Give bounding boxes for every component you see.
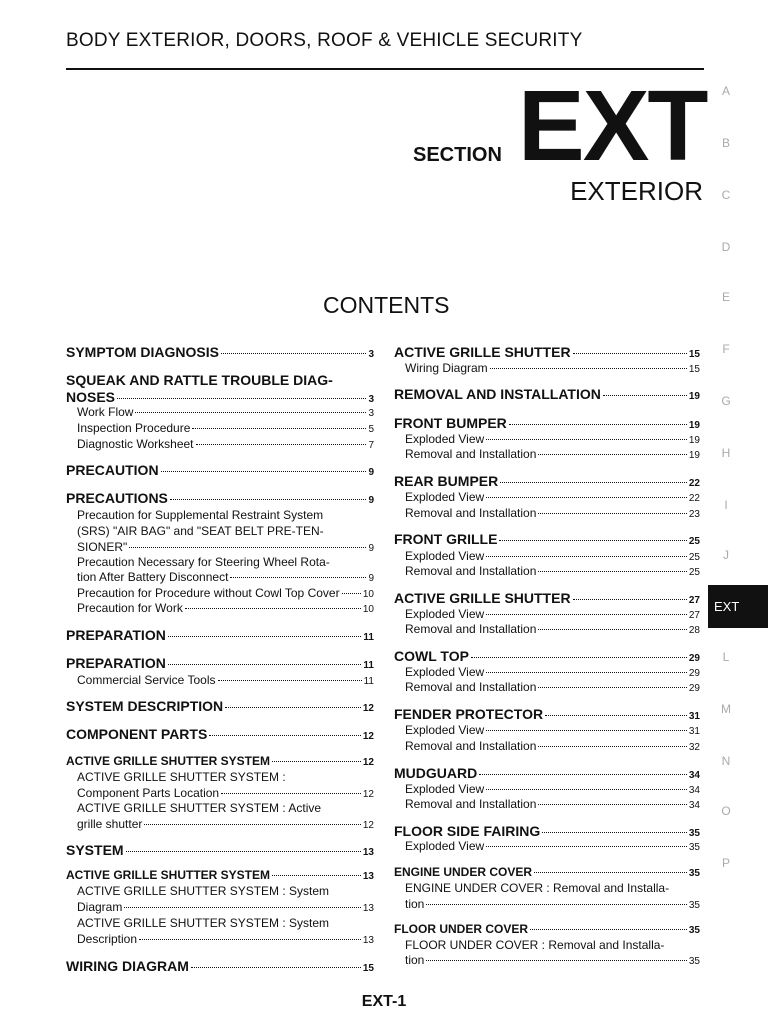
toc-page-number: 11 <box>363 660 374 671</box>
dot-leader <box>124 907 361 908</box>
toc-entry-title: PRECAUTIONS <box>66 490 168 506</box>
toc-page-number: 9 <box>368 543 374 554</box>
toc-entry-line[interactable]: Precaution Necessary for Steering Wheel Rota- <box>77 555 330 569</box>
toc-page-number: 19 <box>688 435 700 446</box>
toc-entry-title: Exploded View <box>405 665 485 679</box>
toc-page-number: 29 <box>688 653 700 664</box>
dot-leader <box>486 789 687 790</box>
dot-leader <box>129 547 366 548</box>
dot-leader <box>426 960 687 961</box>
side-index-letter[interactable]: P <box>721 856 730 870</box>
dot-leader <box>342 593 361 594</box>
toc-entry[interactable] <box>77 932 374 946</box>
side-index-letter[interactable]: O <box>721 804 731 818</box>
toc-entry-title: Wiring Diagram <box>405 361 488 375</box>
toc-entry-title: Commercial Service Tools <box>77 673 216 687</box>
toc-entry[interactable] <box>77 673 374 687</box>
toc-entry[interactable] <box>405 506 700 520</box>
toc-entry-title: Precaution for Work <box>77 601 183 615</box>
toc-entry[interactable] <box>405 564 700 578</box>
toc-entry-title: SYMPTOM DIAGNOSIS <box>66 344 219 360</box>
toc-entry-title: Exploded View <box>405 607 485 621</box>
toc-entry-title: Exploded View <box>405 549 485 563</box>
toc-page-number: 15 <box>362 963 374 974</box>
dot-leader <box>218 680 362 681</box>
side-index-letter[interactable]: N <box>721 754 731 768</box>
dot-leader <box>486 556 687 557</box>
toc-entry[interactable] <box>405 361 700 375</box>
dot-leader <box>486 672 687 673</box>
toc-entry[interactable] <box>66 842 374 858</box>
toc-entry-title: PREPARATION <box>66 627 166 643</box>
toc-page-number: 23 <box>688 509 700 520</box>
toc-page-number: 29 <box>688 683 700 694</box>
toc-entry[interactable] <box>77 437 374 451</box>
toc-entry[interactable] <box>77 601 374 615</box>
toc-entry[interactable] <box>405 953 700 967</box>
side-index-letter[interactable]: C <box>721 188 731 202</box>
dot-leader <box>573 353 687 354</box>
toc-page-number: 12 <box>362 789 374 800</box>
toc-entry-title: tion <box>405 897 425 911</box>
dot-leader <box>126 851 361 852</box>
toc-page-number: 12 <box>362 731 374 742</box>
toc-entry[interactable] <box>394 473 700 489</box>
toc-entry-title: ACTIVE GRILLE SHUTTER SYSTEM <box>66 754 271 768</box>
toc-entry[interactable] <box>405 549 700 563</box>
dot-leader <box>168 664 362 665</box>
toc-entry[interactable] <box>77 421 374 435</box>
toc-entry[interactable] <box>66 958 374 974</box>
side-index-letter[interactable]: D <box>721 240 731 254</box>
toc-entry-line[interactable]: ACTIVE GRILLE SHUTTER SYSTEM : System <box>77 916 330 930</box>
toc-entry-title: SYSTEM <box>66 842 124 858</box>
toc-page-number: 28 <box>688 625 700 636</box>
toc-entry-title: Work Flow <box>77 405 134 419</box>
toc-entry[interactable] <box>77 405 374 419</box>
toc-entry-title: ACTIVE GRILLE SHUTTER <box>394 590 571 606</box>
toc-page-number: 25 <box>688 536 700 547</box>
toc-entry-title: Removal and Installation <box>405 506 537 520</box>
side-index-letter[interactable]: G <box>721 394 731 408</box>
toc-entry-title: Exploded View <box>405 723 485 737</box>
toc-entry[interactable] <box>77 540 374 554</box>
toc-entry[interactable] <box>405 622 700 636</box>
toc-entry[interactable] <box>66 344 374 360</box>
toc-page-number: 29 <box>688 668 700 679</box>
toc-entry-line[interactable]: SQUEAK AND RATTLE TROUBLE DIAG- <box>66 372 333 388</box>
toc-entry-title: Precaution for Procedure without Cowl Top Cover <box>77 586 340 600</box>
toc-entry[interactable] <box>394 415 700 431</box>
dot-leader <box>490 368 687 369</box>
toc-entry[interactable] <box>405 680 700 694</box>
toc-entry[interactable] <box>77 900 374 914</box>
section-title: EXTERIOR <box>570 176 703 206</box>
dot-leader <box>225 707 361 708</box>
toc-entry[interactable] <box>66 726 374 742</box>
toc-entry[interactable] <box>66 655 374 671</box>
toc-entry[interactable] <box>405 723 700 737</box>
dot-leader <box>534 872 687 873</box>
dot-leader <box>185 608 361 609</box>
toc-entry-title: SYSTEM DESCRIPTION <box>66 698 224 714</box>
toc-entry[interactable] <box>394 706 700 722</box>
toc-page-number: 19 <box>688 450 700 461</box>
dot-leader <box>191 967 361 968</box>
toc-entry-title: Removal and Installation <box>405 447 537 461</box>
toc-entry-title: Removal and Installation <box>405 739 537 753</box>
dot-leader <box>144 824 361 825</box>
toc-entry[interactable] <box>405 432 700 446</box>
dot-leader <box>486 439 687 440</box>
toc-entry-title: Diagram <box>77 900 123 914</box>
toc-entry-line[interactable]: (SRS) "AIR BAG" and "SEAT BELT PRE-TEN- <box>77 524 324 538</box>
toc-page-number: 25 <box>688 567 700 578</box>
dot-leader <box>209 735 361 736</box>
toc-page-number: 19 <box>688 420 700 431</box>
toc-entry[interactable] <box>66 698 374 714</box>
dot-leader <box>168 636 362 637</box>
toc-page-number: 10 <box>362 604 374 615</box>
side-index-letter[interactable]: A <box>721 84 730 98</box>
toc-page-number: 22 <box>688 493 700 504</box>
dot-leader <box>486 846 687 847</box>
dot-leader <box>499 540 686 541</box>
toc-entry[interactable] <box>66 754 374 768</box>
toc-page-number: 3 <box>368 349 374 360</box>
toc-entry-title: grille shutter <box>77 817 143 831</box>
dot-leader <box>192 428 366 429</box>
side-index-letter[interactable]: E <box>721 290 730 304</box>
toc-page-number: 27 <box>688 610 700 621</box>
toc-entry[interactable] <box>394 823 700 839</box>
dot-leader <box>426 904 687 905</box>
toc-page-number: 5 <box>368 424 374 435</box>
toc-entry-title: FRONT GRILLE <box>394 531 498 547</box>
toc-entry-title: ACTIVE GRILLE SHUTTER SYSTEM <box>66 868 271 882</box>
dot-leader <box>538 454 686 455</box>
toc-entry-title: NOSES <box>66 389 116 405</box>
dot-leader <box>538 746 686 747</box>
toc-page-number: 35 <box>688 868 700 879</box>
dot-leader <box>196 444 367 445</box>
toc-entry-title: Component Parts Location <box>77 786 220 800</box>
dot-leader <box>538 629 686 630</box>
dot-leader <box>139 939 361 940</box>
toc-page-number: 19 <box>688 391 700 402</box>
dot-leader <box>545 715 687 716</box>
toc-page-number: 13 <box>362 847 374 858</box>
toc-entry[interactable] <box>394 386 700 402</box>
toc-entry[interactable] <box>394 531 700 547</box>
toc-entry-title: Exploded View <box>405 432 485 446</box>
toc-entry-title: FRONT BUMPER <box>394 415 507 431</box>
toc-entry-title: Description <box>77 932 138 946</box>
toc-page-number: 9 <box>368 467 374 478</box>
toc-page-number: 11 <box>363 676 374 687</box>
dot-leader <box>170 499 367 500</box>
toc-entry[interactable] <box>66 462 374 478</box>
toc-entry-title: ACTIVE GRILLE SHUTTER <box>394 344 571 360</box>
dot-leader <box>538 571 686 572</box>
side-index-letter[interactable]: L <box>722 650 730 664</box>
toc-entry[interactable] <box>405 897 700 911</box>
toc-entry[interactable] <box>405 665 700 679</box>
side-index-letter[interactable]: F <box>722 342 730 356</box>
toc-entry-line[interactable]: ACTIVE GRILLE SHUTTER SYSTEM : System <box>77 884 330 898</box>
toc-entry[interactable] <box>66 868 374 882</box>
toc-entry-title: PRECAUTION <box>66 462 159 478</box>
dot-leader <box>479 774 687 775</box>
toc-page-number: 13 <box>362 871 374 882</box>
dot-leader <box>471 657 687 658</box>
dot-leader <box>538 804 686 805</box>
toc-entry-line[interactable]: ACTIVE GRILLE SHUTTER SYSTEM : <box>77 770 286 784</box>
toc-page-number: 3 <box>368 408 374 419</box>
dot-leader <box>538 513 686 514</box>
toc-page-number: 7 <box>368 440 374 451</box>
toc-page-number: 15 <box>688 349 700 360</box>
dot-leader <box>135 412 366 413</box>
toc-page-number: 25 <box>688 552 700 563</box>
toc-page-number: 34 <box>688 770 700 781</box>
toc-page-number: 9 <box>368 495 374 506</box>
toc-page-number: 35 <box>688 900 700 911</box>
toc-entry[interactable] <box>394 922 700 936</box>
toc-page-number: 34 <box>688 800 700 811</box>
toc-entry-title: tion <box>405 953 425 967</box>
toc-entry[interactable] <box>405 782 700 796</box>
toc-page-number: 27 <box>688 595 700 606</box>
toc-page-number: 35 <box>688 828 700 839</box>
toc-page-number: 35 <box>688 956 700 967</box>
toc-page-number: 3 <box>368 394 374 405</box>
toc-entry[interactable] <box>66 389 374 405</box>
dot-leader <box>538 687 686 688</box>
toc-entry[interactable] <box>405 797 700 811</box>
dot-leader <box>230 577 366 578</box>
dot-leader <box>117 398 366 399</box>
toc-entry[interactable] <box>394 765 700 781</box>
toc-entry-title: SIONER" <box>77 540 128 554</box>
toc-entry-title: WIRING DIAGRAM <box>66 958 189 974</box>
toc-entry-title: REAR BUMPER <box>394 473 499 489</box>
toc-entry-title: tion After Battery Disconnect <box>77 570 229 584</box>
toc-entry-title: COWL TOP <box>394 648 469 664</box>
dot-leader <box>486 497 687 498</box>
dot-leader <box>272 875 361 876</box>
toc-entry[interactable] <box>394 344 700 360</box>
toc-entry-line[interactable]: ACTIVE GRILLE SHUTTER SYSTEM : Active <box>77 801 322 815</box>
toc-page-number: 22 <box>688 478 700 489</box>
dot-leader <box>573 599 687 600</box>
contents-title: CONTENTS <box>323 292 450 318</box>
toc-page-number: 12 <box>362 820 374 831</box>
dot-leader <box>161 471 367 472</box>
toc-entry[interactable] <box>77 786 374 800</box>
side-index-letter[interactable]: J <box>723 548 729 562</box>
toc-entry-title: Removal and Installation <box>405 680 537 694</box>
side-index-active-tab[interactable]: EXT <box>708 585 768 628</box>
dot-leader <box>221 353 366 354</box>
toc-entry[interactable] <box>66 490 374 506</box>
toc-entry[interactable] <box>405 839 700 853</box>
dot-leader <box>486 614 687 615</box>
side-index-letter[interactable]: M <box>721 702 731 716</box>
toc-entry[interactable] <box>405 447 700 461</box>
toc-page-number: 13 <box>362 935 374 946</box>
toc-entry-title: PREPARATION <box>66 655 166 671</box>
toc-entry-line[interactable]: Precaution for Supplemental Restraint System <box>77 508 324 522</box>
toc-entry[interactable] <box>77 586 374 600</box>
toc-entry-title: Exploded View <box>405 839 485 853</box>
toc-entry-title: Removal and Installation <box>405 622 537 636</box>
dot-leader <box>500 482 687 483</box>
toc-entry-title: Diagnostic Worksheet <box>77 437 194 451</box>
toc-entry-title: FLOOR SIDE FAIRING <box>394 823 541 839</box>
toc-page-number: 12 <box>362 757 374 768</box>
toc-entry-title: Inspection Procedure <box>77 421 191 435</box>
toc-page-number: 31 <box>688 711 700 722</box>
dot-leader <box>542 832 687 833</box>
toc-entry[interactable] <box>405 607 700 621</box>
toc-entry-title: Removal and Installation <box>405 564 537 578</box>
toc-entry-line[interactable]: FLOOR UNDER COVER : Removal and Installa- <box>405 938 665 952</box>
dot-leader <box>486 730 687 731</box>
side-index-letter[interactable]: I <box>724 498 728 512</box>
toc-page-number: 13 <box>362 903 374 914</box>
toc-entry-title: Exploded View <box>405 782 485 796</box>
toc-entry[interactable] <box>66 627 374 643</box>
toc-entry[interactable] <box>405 490 700 504</box>
dot-leader <box>530 929 687 930</box>
toc-entry-line[interactable]: ENGINE UNDER COVER : Removal and Installa- <box>405 881 670 895</box>
toc-entry[interactable] <box>394 590 700 606</box>
toc-entry-title: Removal and Installation <box>405 797 537 811</box>
toc-page-number: 31 <box>688 726 700 737</box>
page-footer: EXT-1 <box>361 993 407 1010</box>
toc-page-number: 35 <box>688 925 700 936</box>
side-index-letter[interactable]: H <box>721 446 731 460</box>
toc-page-number: 11 <box>363 632 374 643</box>
toc-entry-title: Exploded View <box>405 490 485 504</box>
toc-entry-title: MUDGUARD <box>394 765 478 781</box>
toc-entry-title: COMPONENT PARTS <box>66 726 208 742</box>
toc-entry[interactable] <box>77 570 374 584</box>
section-code: EXT <box>518 70 707 182</box>
toc-entry[interactable] <box>394 865 700 879</box>
toc-entry[interactable] <box>405 739 700 753</box>
toc-page-number: 9 <box>368 573 374 584</box>
toc-page-number: 35 <box>688 842 700 853</box>
page-header: BODY EXTERIOR, DOORS, ROOF & VEHICLE SECURITY <box>66 30 583 51</box>
toc-entry-title: FENDER PROTECTOR <box>394 706 544 722</box>
dot-leader <box>272 761 361 762</box>
toc-page-number: 12 <box>362 703 374 714</box>
toc-entry-title: FLOOR UNDER COVER <box>394 922 529 936</box>
dot-leader <box>221 793 361 794</box>
toc-entry-title: REMOVAL AND INSTALLATION <box>394 386 601 402</box>
section-word: SECTION <box>413 144 502 166</box>
toc-entry[interactable] <box>77 817 374 831</box>
toc-page-number: 10 <box>362 589 374 600</box>
toc-page-number: 34 <box>688 785 700 796</box>
side-index-letter[interactable]: B <box>721 136 730 150</box>
dot-leader <box>603 395 687 396</box>
dot-leader <box>509 424 687 425</box>
toc-page-number: 15 <box>688 364 700 375</box>
toc-entry-title: ENGINE UNDER COVER <box>394 865 533 879</box>
toc-entry[interactable] <box>394 648 700 664</box>
toc-page-number: 32 <box>688 742 700 753</box>
